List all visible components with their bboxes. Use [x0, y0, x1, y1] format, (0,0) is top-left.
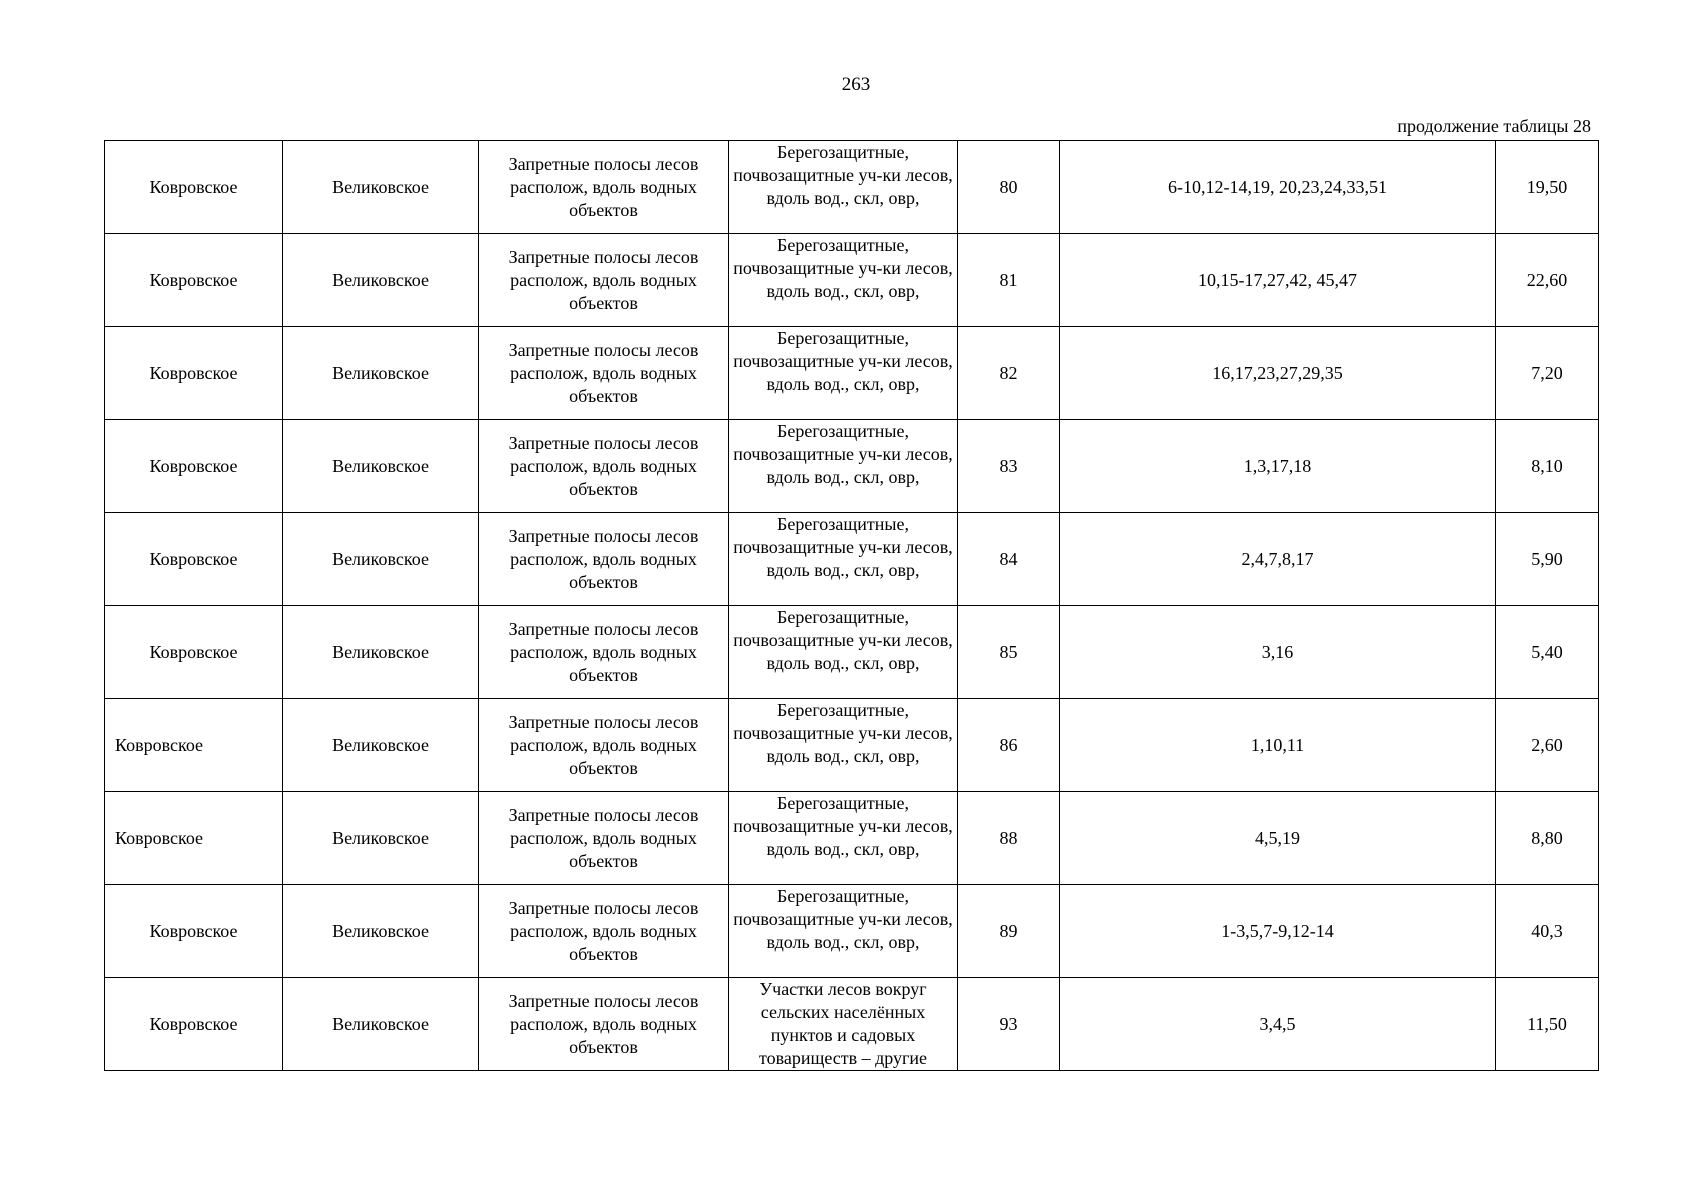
cell-protection-category: Запретные полосы лесов располож, вдоль водных объектов [479, 792, 729, 885]
cell-forestry: Ковровское [105, 978, 283, 1071]
table-row [105, 420, 1599, 513]
cell-district: Великовское [283, 420, 479, 513]
cell-district: Великовское [283, 513, 479, 606]
cell-forestry: Ковровское [105, 420, 283, 513]
cell-protection-category: Запретные полосы лесов располож, вдоль водных объектов [479, 141, 729, 234]
cell-protection-category: Запретные полосы лесов располож, вдоль водных объектов [479, 513, 729, 606]
cell-area: 2,60 [1496, 699, 1599, 792]
cell-area: 11,50 [1496, 978, 1599, 1071]
table-continuation-label: продолжение таблицы 28 [1397, 116, 1591, 136]
cell-quarter-number: 86 [958, 699, 1060, 792]
cell-purpose: Берегозащитные, почвозащитные уч-ки лесов, вдоль вод., скл, овр, [729, 234, 958, 327]
cell-area: 7,20 [1496, 327, 1599, 420]
table-row [105, 978, 1599, 1071]
cell-district: Великовское [283, 699, 479, 792]
cell-area: 19,50 [1496, 141, 1599, 234]
cell-district: Великовское [283, 978, 479, 1071]
cell-quarter-number: 83 [958, 420, 1060, 513]
cell-protection-category: Запретные полосы лесов располож, вдоль водных объектов [479, 885, 729, 978]
cell-district: Великовское [283, 327, 479, 420]
cell-purpose: Участки лесов вокруг сельских населённых пунктов и садовых товариществ – другие [729, 978, 958, 1071]
cell-quarter-number: 84 [958, 513, 1060, 606]
cell-forestry: Ковровское [105, 885, 283, 978]
cell-section-numbers: 6-10,12-14,19, 20,23,24,33,51 [1060, 141, 1496, 234]
table-row [105, 141, 1599, 234]
cell-protection-category: Запретные полосы лесов располож, вдоль водных объектов [479, 327, 729, 420]
cell-quarter-number: 82 [958, 327, 1060, 420]
cell-protection-category: Запретные полосы лесов располож, вдоль водных объектов [479, 234, 729, 327]
cell-district: Великовское [283, 234, 479, 327]
cell-section-numbers: 2,4,7,8,17 [1060, 513, 1496, 606]
table-row [105, 327, 1599, 420]
cell-area: 5,40 [1496, 606, 1599, 699]
cell-quarter-number: 93 [958, 978, 1060, 1071]
cell-forestry: Ковровское [105, 792, 283, 885]
cell-forestry: Ковровское [105, 327, 283, 420]
table-row [105, 792, 1599, 885]
cell-protection-category: Запретные полосы лесов располож, вдоль водных объектов [479, 978, 729, 1071]
page-number: 263 [841, 74, 871, 95]
cell-purpose: Берегозащитные, почвозащитные уч-ки лесов, вдоль вод., скл, овр, [729, 141, 958, 234]
data-table [104, 140, 1599, 1071]
cell-section-numbers: 10,15-17,27,42, 45,47 [1060, 234, 1496, 327]
cell-purpose: Берегозащитные, почвозащитные уч-ки лесов, вдоль вод., скл, овр, [729, 606, 958, 699]
cell-district: Великовское [283, 885, 479, 978]
cell-forestry: Ковровское [105, 513, 283, 606]
cell-quarter-number: 85 [958, 606, 1060, 699]
cell-quarter-number: 81 [958, 234, 1060, 327]
cell-area: 40,3 [1496, 885, 1599, 978]
cell-forestry: Ковровское [105, 234, 283, 327]
table-row [105, 234, 1599, 327]
cell-purpose: Берегозащитные, почвозащитные уч-ки лесов, вдоль вод., скл, овр, [729, 699, 958, 792]
cell-quarter-number: 89 [958, 885, 1060, 978]
table-row [105, 606, 1599, 699]
cell-area: 8,80 [1496, 792, 1599, 885]
cell-section-numbers: 16,17,23,27,29,35 [1060, 327, 1496, 420]
cell-forestry: Ковровское [105, 141, 283, 234]
table-row [105, 699, 1599, 792]
cell-protection-category: Запретные полосы лесов располож, вдоль водных объектов [479, 606, 729, 699]
cell-purpose: Берегозащитные, почвозащитные уч-ки лесов, вдоль вод., скл, овр, [729, 513, 958, 606]
cell-purpose: Берегозащитные, почвозащитные уч-ки лесов, вдоль вод., скл, овр, [729, 885, 958, 978]
cell-section-numbers: 3,16 [1060, 606, 1496, 699]
cell-area: 22,60 [1496, 234, 1599, 327]
cell-section-numbers: 1,3,17,18 [1060, 420, 1496, 513]
cell-purpose: Берегозащитные, почвозащитные уч-ки лесов, вдоль вод., скл, овр, [729, 420, 958, 513]
cell-protection-category: Запретные полосы лесов располож, вдоль водных объектов [479, 699, 729, 792]
table-body [105, 141, 1599, 1071]
cell-forestry: Ковровское [105, 606, 283, 699]
cell-section-numbers: 3,4,5 [1060, 978, 1496, 1071]
cell-purpose: Берегозащитные, почвозащитные уч-ки лесов, вдоль вод., скл, овр, [729, 327, 958, 420]
cell-protection-category: Запретные полосы лесов располож, вдоль водных объектов [479, 420, 729, 513]
cell-district: Великовское [283, 606, 479, 699]
cell-quarter-number: 88 [958, 792, 1060, 885]
cell-section-numbers: 1,10,11 [1060, 699, 1496, 792]
table-row [105, 513, 1599, 606]
cell-district: Великовское [283, 792, 479, 885]
cell-district: Великовское [283, 141, 479, 234]
cell-area: 8,10 [1496, 420, 1599, 513]
cell-area: 5,90 [1496, 513, 1599, 606]
cell-forestry: Ковровское [105, 699, 283, 792]
cell-section-numbers: 1-3,5,7-9,12-14 [1060, 885, 1496, 978]
cell-quarter-number: 80 [958, 141, 1060, 234]
table-row [105, 885, 1599, 978]
cell-section-numbers: 4,5,19 [1060, 792, 1496, 885]
cell-purpose: Берегозащитные, почвозащитные уч-ки лесов, вдоль вод., скл, овр, [729, 792, 958, 885]
